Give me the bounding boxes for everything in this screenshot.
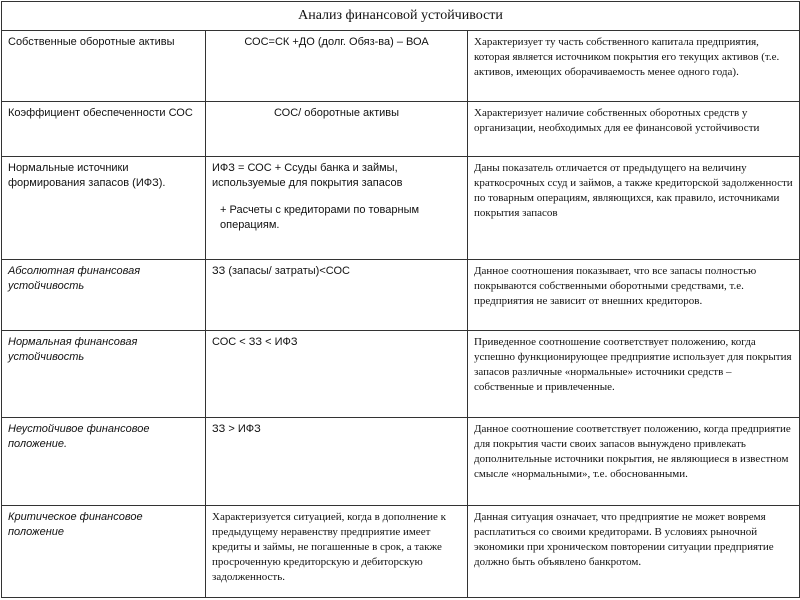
formula-line: ИФЗ = СОС + Ссуды банка и займы, используемые для покрытия запасов xyxy=(212,162,403,189)
indicator-description: Приведенное соотношение соответствует положению, когда успешно функционирующее предприятие использует для покрытия запасов различные «нормальные» источники средств – собственные и привлеченные. xyxy=(468,331,800,418)
indicator-name: Коэффициент обеспеченности СОС xyxy=(2,102,206,157)
indicator-name: Нормальная финансовая устойчивость xyxy=(2,331,206,418)
table-row xyxy=(2,418,800,506)
indicator-formula xyxy=(206,506,468,598)
formula-line: ЗЗ (запасы/ затраты)<СОС xyxy=(212,265,350,277)
table-row xyxy=(2,331,800,418)
formula-line: + Расчеты с кредиторами по товарным операциям. xyxy=(220,204,420,231)
indicator-description: Данная ситуация означает, что предприятие не может вовремя расплатиться со своими кредиторами. В условиях рыночной экономики при хроническом повторении ситуации предприятие должно быть объявлено банкротом. xyxy=(468,506,800,598)
formula-line: Характеризуется ситуацией, когда в дополнение к предыдущему неравенству предприятие имеет кредиты и займы, не погашенные в срок, а также просроченную кредиторскую и дебиторскую задолженность. xyxy=(212,511,446,583)
indicator-description: Данное соотношение соответствует положению, когда предприятие для покрытия части своих запасов вынуждено привлекать дополнительные источники покрытия, не являющиеся в известном смысле «нормальными», т.е. обоснованными. xyxy=(468,418,800,506)
table-row xyxy=(2,157,800,260)
indicator-formula xyxy=(206,260,468,331)
table-row xyxy=(2,506,800,598)
indicator-formula xyxy=(206,157,468,260)
table-row xyxy=(2,102,800,157)
formula-spacer xyxy=(212,191,461,203)
indicator-name: Неустойчивое финансовое положение. xyxy=(2,418,206,506)
indicator-name: Абсолютная финансовая устойчивость xyxy=(2,260,206,331)
indicator-description: Характеризует наличие собственных оборотных средств у организации, необходимых для ее финансовой устойчивости xyxy=(468,102,800,157)
formula-line: ЗЗ > ИФЗ xyxy=(212,423,261,435)
formula-line: СОС/ оборотные активы xyxy=(273,107,400,119)
table-title: Анализ финансовой устойчивости xyxy=(2,2,800,31)
indicator-formula xyxy=(206,418,468,506)
table-row xyxy=(2,31,800,102)
indicator-formula xyxy=(206,331,468,418)
indicator-description: Даны показатель отличается от предыдущего на величину краткосрочных ссуд и займов, а также кредиторской задолженности по товарным операциям, являющихся, как правило, источниками покрытия запасов xyxy=(468,157,800,260)
indicator-name: Критическое финансовое положение xyxy=(2,506,206,598)
formula-line: СОС < ЗЗ < ИФЗ xyxy=(212,336,298,348)
formula-line: СОС=СК +ДО (долг. Обяз-ва) – ВОА xyxy=(244,36,429,48)
financial-stability-table xyxy=(1,1,800,598)
indicator-name: Нормальные источники формирования запасов (ИФЗ). xyxy=(2,157,206,260)
table-title-row xyxy=(2,2,800,31)
indicator-description: Характеризует ту часть собственного капитала предприятия, которая является источником покрытия его текущих активов (т.е. активов, имеющих оборачиваемость менее одного года). xyxy=(468,31,800,102)
table-row xyxy=(2,260,800,331)
indicator-formula xyxy=(206,102,468,157)
indicator-description: Данное соотношения показывает, что все запасы полностью покрываются собственными оборотными средствами, т.е. предприятия не зависит от внешних кредиторов. xyxy=(468,260,800,331)
indicator-formula xyxy=(206,31,468,102)
indicator-name: Собственные оборотные активы xyxy=(2,31,206,102)
